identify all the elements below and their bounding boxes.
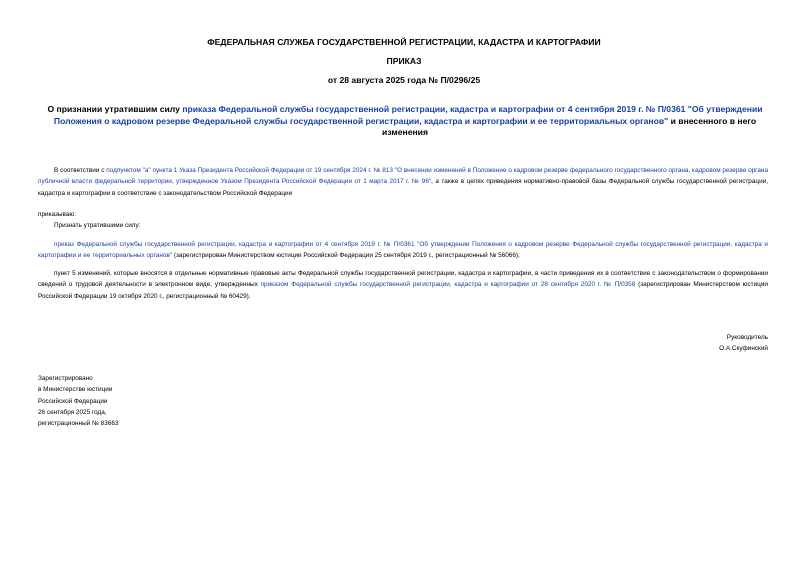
- paragraph-basis: [38, 165, 768, 199]
- decree-link[interactable]: подпунктом "а" пункта 1 Указа Президента Российской Федерации от 19 сентября 2024 г. № 813 "О внесении изменений в Положение о кадровом резерве федерального государственного органа, кадровом резерве органа публичной власти федеральной территории, утвержденное Указом Президента Российской Федерации от 1 марта 2017 г. № 96": [38, 167, 769, 186]
- paragraph-basis-text-2: , а также в целях приведения нормативно-правовой базы Федеральной службы государственной регистрации, кадастра и картографии в соответствие с законодательством Российской Федерации: [38, 178, 768, 197]
- repealed-order-link[interactable]: приказ Федеральной службы государственной регистрации, кадастра и картографии от 4 сентября 2019 г. № П/0361 "Об утверждении Положения о кадровом резерве Федеральной службы государственной регистрации, кадастра и картографии и ее территориальных органов": [38, 241, 768, 260]
- registration-block: [38, 373, 118, 429]
- signatory-role: Руководитель: [726, 334, 768, 341]
- title-link[interactable]: приказа Федеральной службы государственной регистрации, кадастра и картографии от 4 сентября 2019 г. № П/0361 "Об утверждении Положения о кадровом резерве Федеральной службы государственной регистрации, кадастра и картографии и ее территориальных органов": [53, 104, 763, 126]
- agency-name: ФЕДЕРАЛЬНАЯ СЛУЖБА ГОСУДАРСТВЕННОЙ РЕГИСТРАЦИИ, КАДАСТРА И КАРТОГРАФИИ: [207, 37, 601, 47]
- title-prefix: О признании утратившим силу: [47, 104, 183, 114]
- document-type: ПРИКАЗ: [386, 56, 422, 66]
- amendment-order-link[interactable]: приказом Федеральной службы государственной регистрации, кадастра и картографии от 28 сентября 2020 г. № П/0358: [260, 281, 636, 289]
- signatory-name: О.А.Скуфинский: [719, 345, 768, 353]
- paragraph-repealed-amendment: [38, 268, 768, 302]
- registration-line: в Министерстве юстиции: [38, 386, 113, 394]
- paragraph-basis-text-1: В соответствии с: [54, 167, 107, 174]
- registration-line: 26 сентября 2025 года,: [38, 408, 107, 416]
- registration-line: Российской Федерации: [38, 397, 108, 405]
- repealed-amendment-text-1: пункт 5 изменений, которые вносятся в отдельные нормативные правовые акты Федеральной службы государственной регистрации, кадастра и картографии, в части приведения их в соответствие с законодательством о формировании сведений о трудовой деятельности в электронном виде, утвержденных: [38, 270, 768, 289]
- registration-line: регистрационный № 83663: [38, 420, 119, 428]
- document-date-number: от 28 августа 2025 года № П/0296/25: [327, 75, 481, 85]
- order-word: приказываю:: [38, 211, 76, 218]
- title-suffix: и внесенного в него изменения: [382, 115, 757, 137]
- registration-line: Зарегистрировано: [38, 375, 93, 382]
- recognize-invalid-heading: Признать утратившими силу:: [54, 222, 141, 229]
- signature-block: [719, 332, 768, 355]
- repealed-order-registration: (зарегистрирован Министерством юстиции Российской Федерации 25 сентября 2019 г., регистрационный № 56066);: [172, 252, 520, 260]
- paragraph-repealed-order: [38, 239, 768, 262]
- repealed-amendment-text-2: (зарегистрирован Министерством юстиции Российской Федерации 19 октября 2020 г., регистрационный № 60429).: [38, 281, 768, 300]
- document-title: [40, 104, 770, 139]
